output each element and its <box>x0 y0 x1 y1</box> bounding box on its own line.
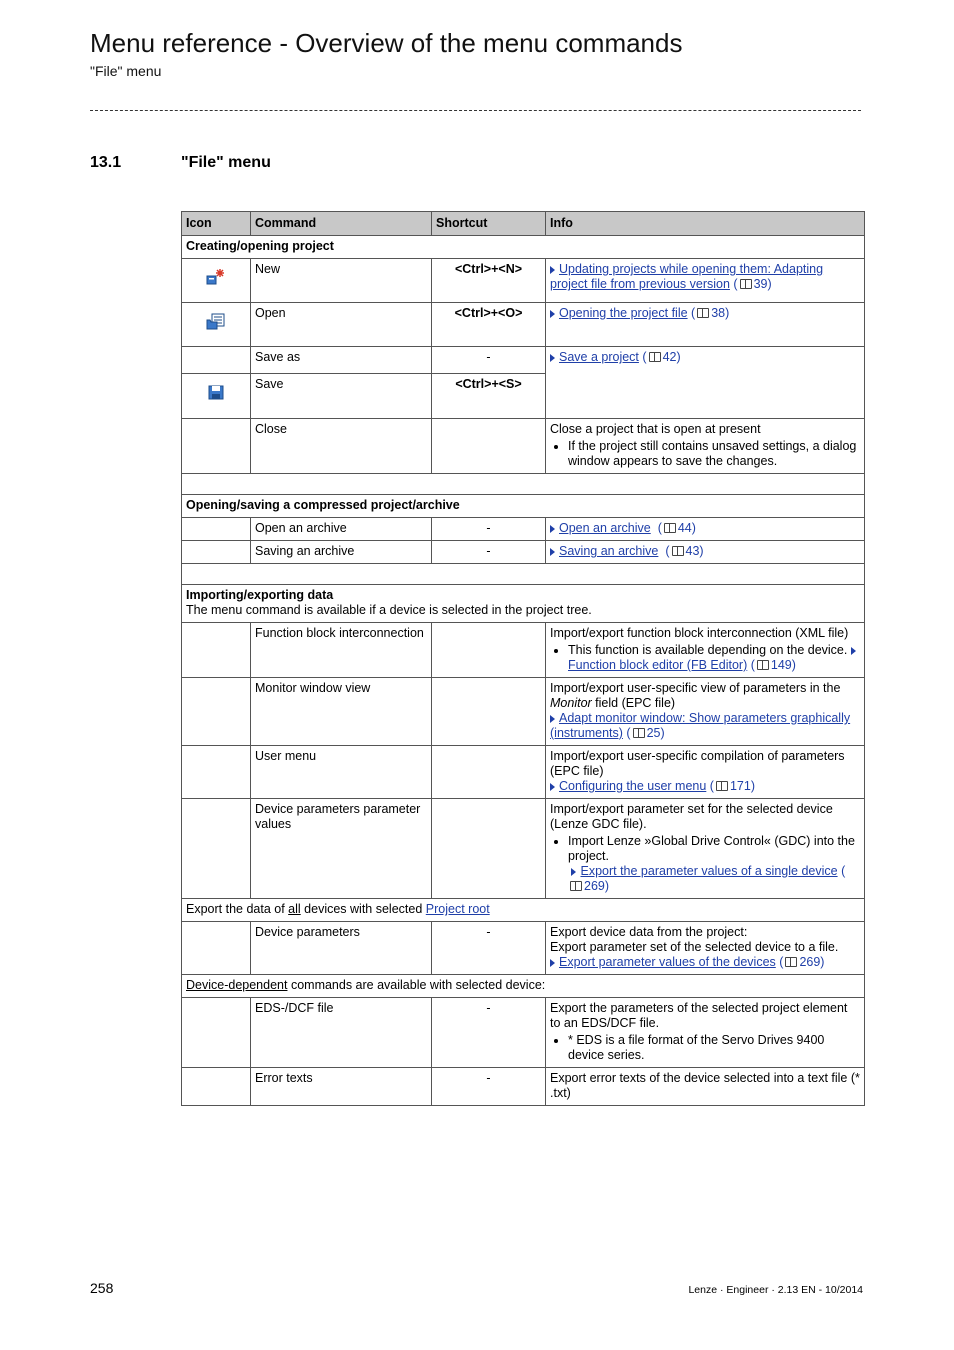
link-arrow-icon <box>550 354 555 362</box>
book-icon <box>785 957 797 967</box>
info-emphasis: Monitor <box>550 696 592 710</box>
export-all-row <box>182 899 865 922</box>
page-ref: 25) <box>646 726 665 740</box>
table-row <box>182 347 865 374</box>
device-dependent-row <box>182 975 865 998</box>
header-info: Info <box>546 212 865 236</box>
link-arrow-icon <box>550 310 555 318</box>
shortcut-fb <box>432 623 546 678</box>
command-fb: Function block interconnection <box>251 623 432 678</box>
export-all-pre: Export the data of <box>186 902 285 916</box>
page-ref: 269) <box>799 955 825 969</box>
info-fb <box>546 623 865 678</box>
icon-cell <box>182 799 251 899</box>
link-opening-project-file[interactable]: Opening the project file <box>559 306 688 320</box>
info-open: Opening the project file ( 38) <box>546 303 865 347</box>
icon-cell <box>182 419 251 474</box>
table-row <box>182 518 865 541</box>
footer-info: Lenze · Engineer · 2.13 EN - 10/2014 <box>688 1284 863 1296</box>
group-creating: Creating/opening project <box>182 236 865 259</box>
icon-cell <box>182 678 251 746</box>
link-open-archive[interactable]: Open an archive <box>559 521 651 535</box>
file-menu-table <box>181 211 865 1106</box>
group-row <box>182 495 865 518</box>
save-icon <box>207 383 225 405</box>
table-row <box>182 922 865 975</box>
table-row <box>182 678 865 746</box>
header-command: Command <box>251 212 432 236</box>
info-error-texts: Export error texts of the device selected into a text file (* .txt) <box>546 1068 865 1106</box>
command-open: Open <box>251 303 432 347</box>
table-row <box>182 1068 865 1106</box>
command-save-as: Save as <box>251 347 432 374</box>
header-divider <box>90 110 861 111</box>
info-text-2: Export parameter set of the selected device to a file. <box>550 940 839 954</box>
bullet-text: This function is available depending on the device. <box>568 643 848 657</box>
link-export-devices[interactable]: Export parameter values of the devices <box>559 955 776 969</box>
info-device-params: Export device data from the project: Export parameter set of the selected device to a file. Export parameter values of the devices ( 269) <box>546 922 865 975</box>
info-bullet: • * EDS is a file format of the Servo Drives 9400 device series. <box>568 1033 860 1063</box>
table-row <box>182 623 865 678</box>
icon-cell <box>182 746 251 799</box>
book-icon <box>649 352 661 362</box>
export-all-all: all <box>288 902 301 916</box>
link-arrow-icon <box>550 959 555 967</box>
shortcut-user-menu <box>432 746 546 799</box>
book-icon <box>633 728 645 738</box>
link-arrow-icon <box>550 525 555 533</box>
command-device-params-values: Device parameters parameter values <box>251 799 432 899</box>
group-row <box>182 899 865 922</box>
table-header-row <box>182 212 865 236</box>
group-archive: Opening/saving a compressed project/archive <box>182 495 865 518</box>
info-bullet: • Import Lenze »Global Drive Control« (GDC) into the project. Export the parameter values of a single device (269) <box>568 834 860 894</box>
table-row <box>182 541 865 564</box>
link-arrow-icon <box>550 715 555 723</box>
link-arrow-icon <box>851 647 856 655</box>
shortcut-open: <Ctrl>+<O> <box>432 303 546 347</box>
book-icon <box>740 279 752 289</box>
spacer-row <box>182 474 865 495</box>
link-arrow-icon <box>550 548 555 556</box>
info-save: Save a project ( 42) <box>546 347 865 419</box>
info-bullet: • This function is available depending on the device. Function block editor (FB Editor) ( 149) <box>568 643 860 673</box>
info-text: Import/export user-specific compilation of parameters (EPC file) <box>550 749 845 778</box>
page-ref: 269) <box>584 879 610 893</box>
book-icon <box>757 660 769 670</box>
bullet-text: Import Lenze »Global Drive Control« (GDC) into the project. <box>568 834 855 863</box>
link-arrow-icon <box>550 266 555 274</box>
link-config-user-menu[interactable]: Configuring the user menu <box>559 779 707 793</box>
shortcut-saving-archive: - <box>432 541 546 564</box>
page-ref: 44) <box>677 521 696 535</box>
group-row <box>182 236 865 259</box>
icon-cell <box>182 998 251 1068</box>
shortcut-monitor <box>432 678 546 746</box>
command-save: Save <box>251 374 432 419</box>
info-text: Import/export function block interconnection (XML file) <box>550 626 849 640</box>
new-project-icon <box>206 268 226 290</box>
page-ref: 38) <box>711 306 730 320</box>
info-text: Import/export user-specific view of parameters in the <box>550 681 841 695</box>
info-text: Export the parameters of the selected project element to an EDS/DCF file. <box>550 1001 848 1030</box>
info-text: Import/export parameter set for the selected device (Lenze GDC file). <box>550 802 833 831</box>
command-close: Close <box>251 419 432 474</box>
group-import-title: Importing/exporting data <box>186 588 334 602</box>
page-title: Menu reference - Overview of the menu commands <box>90 28 683 58</box>
info-text: Export device data from the project: <box>550 925 748 939</box>
page-ref: 39) <box>753 277 772 291</box>
table-row <box>182 998 865 1068</box>
shortcut-save: <Ctrl>+<S> <box>432 374 546 419</box>
book-icon <box>697 308 709 318</box>
link-arrow-icon <box>550 783 555 791</box>
icon-cell <box>182 303 251 347</box>
command-user-menu: User menu <box>251 746 432 799</box>
export-all-mid: devices with selected <box>304 902 423 916</box>
section-title: "File" menu <box>181 154 271 171</box>
link-export-single-device[interactable]: Export the parameter values of a single device <box>580 864 838 878</box>
shortcut-device-params: - <box>432 922 546 975</box>
icon-cell <box>182 374 251 419</box>
page-subtitle: "File" menu <box>90 63 162 79</box>
header-shortcut: Shortcut <box>432 212 546 236</box>
open-project-icon <box>206 312 226 334</box>
command-eds: EDS-/DCF file <box>251 998 432 1068</box>
spacer <box>182 474 865 495</box>
info-open-archive: Open an archive ( 44) <box>546 518 865 541</box>
info-text-post: field (EPC file) <box>595 696 676 710</box>
book-icon <box>672 546 684 556</box>
command-device-params: Device parameters <box>251 922 432 975</box>
page-ref: 43) <box>685 544 704 558</box>
link-arrow-icon <box>571 868 576 876</box>
book-icon <box>716 781 728 791</box>
info-user-menu: Import/export user-specific compilation of parameters (EPC file) Configuring the user menu ( 171) <box>546 746 865 799</box>
info-device-params-values <box>546 799 865 899</box>
shortcut-device-params-values <box>432 799 546 899</box>
icon-cell <box>182 518 251 541</box>
link-save-project[interactable]: Save a project <box>559 350 639 364</box>
table-row <box>182 259 865 303</box>
command-monitor: Monitor window view <box>251 678 432 746</box>
device-dependent-rest: commands are available with selected device: <box>290 978 546 992</box>
command-saving-archive: Saving an archive <box>251 541 432 564</box>
table-row <box>182 303 865 347</box>
page-ref: 42) <box>662 350 681 364</box>
icon-cell <box>182 259 251 303</box>
command-error-texts: Error texts <box>251 1068 432 1106</box>
shortcut-error-texts: - <box>432 1068 546 1106</box>
group-import <box>182 585 865 623</box>
spacer <box>182 564 865 585</box>
info-saving-archive: Saving an archive ( 43) <box>546 541 865 564</box>
book-icon <box>664 523 676 533</box>
link-updating-projects[interactable]: Updating projects while opening them: Adapting project file from previous version <box>550 262 824 291</box>
spacer-row <box>182 564 865 585</box>
shortcut-open-archive: - <box>432 518 546 541</box>
link-saving-archive[interactable]: Saving an archive <box>559 544 659 558</box>
group-import-desc: The menu command is available if a device is selected in the project tree. <box>186 603 592 617</box>
link-adapt-monitor[interactable]: Adapt monitor window: Show parameters graphically (instruments) <box>550 711 851 740</box>
info-eds <box>546 998 865 1068</box>
link-project-root[interactable]: Project root <box>425 902 490 916</box>
book-icon <box>570 881 582 891</box>
header-icon: Icon <box>182 212 251 236</box>
info-monitor: Import/export user-specific view of parameters in the Monitor field (EPC file) Adapt monitor window: Show parameters graphically (instruments) ( 25) <box>546 678 865 746</box>
table-row <box>182 799 865 899</box>
icon-cell <box>182 623 251 678</box>
command-open-archive: Open an archive <box>251 518 432 541</box>
icon-cell <box>182 922 251 975</box>
icon-cell <box>182 541 251 564</box>
shortcut-close <box>432 419 546 474</box>
page-ref: 171) <box>729 779 755 793</box>
shortcut-save-as: - <box>432 347 546 374</box>
device-dependent-term[interactable]: Device-dependent <box>186 978 288 992</box>
command-new: New <box>251 259 432 303</box>
info-new: Updating projects while opening them: Adapting project file from previous version ( 39) <box>546 259 865 303</box>
group-row <box>182 585 865 623</box>
section-number: 13.1 <box>90 154 122 171</box>
info-text: Close a project that is open at present <box>550 422 761 436</box>
shortcut-new: <Ctrl>+<N> <box>432 259 546 303</box>
info-bullet: • If the project still contains unsaved settings, a dialog window appears to save the changes. <box>568 439 860 469</box>
table-row <box>182 419 865 474</box>
table-row <box>182 746 865 799</box>
group-row <box>182 975 865 998</box>
info-close <box>546 419 865 474</box>
page-ref: 149) <box>770 658 796 672</box>
icon-cell <box>182 347 251 374</box>
page-number: 258 <box>90 1280 114 1296</box>
link-fb-editor[interactable]: Function block editor (FB Editor) <box>568 658 748 672</box>
shortcut-eds: - <box>432 998 546 1068</box>
icon-cell <box>182 1068 251 1106</box>
